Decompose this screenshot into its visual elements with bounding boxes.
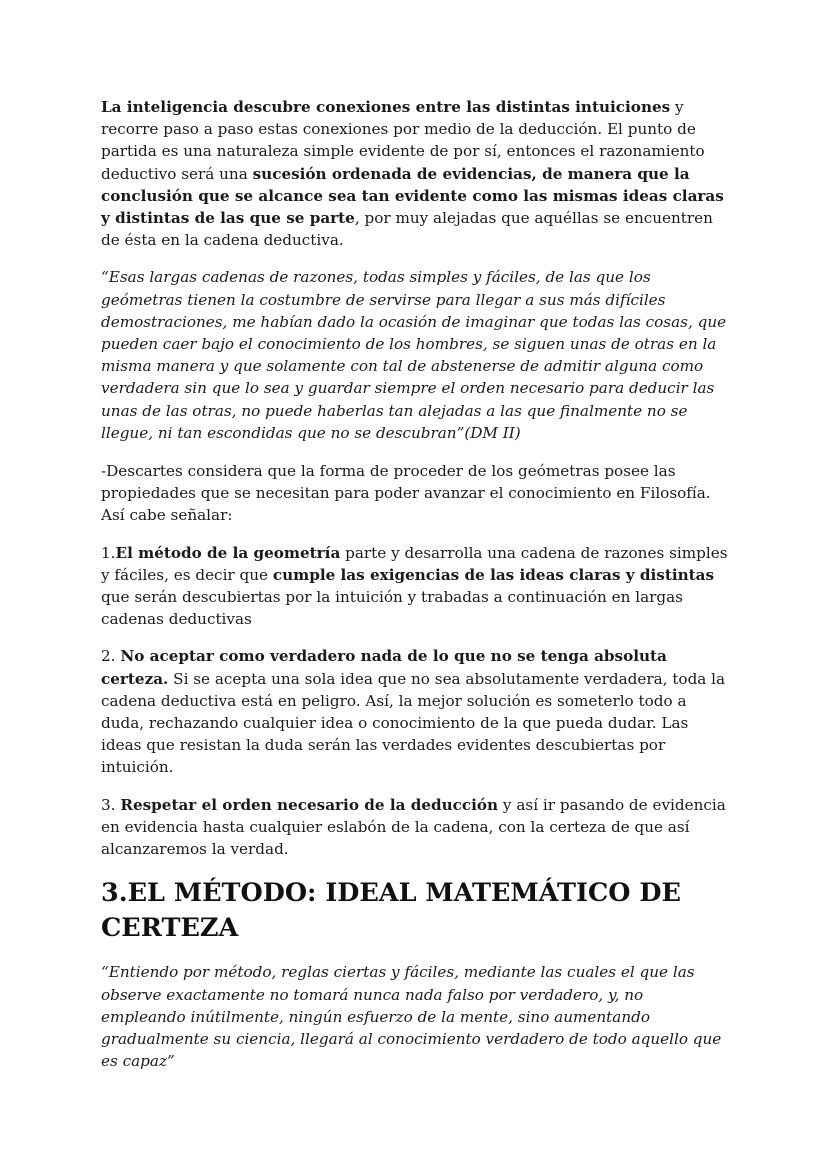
text-run: Si se acepta una sola idea que no sea absolutamente verdadera, toda la cadena deductiva está en peligro. Así, la mejor solución es someterlo todo a duda, rechazando cualquier idea o conocimiento de la que pueda dudar. Las ideas que resistan la duda serán las verdades evidentes descubiertas por intuición. <box>101 669 726 777</box>
document-page <box>101 96 731 1088</box>
bold-phrase: Respetar el orden necesario de la deducción <box>120 795 499 814</box>
item-number: 1. <box>101 543 116 562</box>
list-item-3 <box>101 794 731 861</box>
paragraph-intelligence <box>101 96 731 251</box>
bold-phrase: No aceptar como verdadero nada de lo que no se tenga absoluta certeza. <box>101 647 667 688</box>
bold-phrase: cumple las exigencias de las ideas claras y distintas <box>272 565 715 584</box>
text-run: y así ir pasando de evidencia en evidencia hasta cualquier eslabón de la cadena, con la certeza de que así alcanzaremos la verdad. <box>101 795 726 859</box>
text-run: , por muy alejadas que aquéllas se encuentren de ésta en la cadena deductiva. <box>101 209 713 250</box>
paragraph-descartes: -Descartes considera que la forma de proceder de los geómetras posee las propiedades que se necesitan para poder avanzar el conocimiento en Filosofía. Así cabe señalar: <box>101 462 711 525</box>
quote-method: “Entiendo por método, reglas ciertas y fáciles, mediante las cuales el que las observe exactamente no tomará nunca nada falso por verdadero, y, no empleando inútilmente, ningún esfuerzo de la mente, sino aumentando gradualmente su ciencia, llegará al conocimiento verdadero de todo aquello que es capaz” <box>101 963 722 1071</box>
section-heading: 3.EL MÉTODO: IDEAL MATEMÁTICO DE CERTEZA <box>101 878 681 943</box>
list-item-2 <box>101 645 731 778</box>
text-run: y recorre paso a paso estas conexiones por medio de la deducción. El punto de partida es una naturaleza simple evidente de por sí, entonces el razonamiento deductivo será una <box>101 98 705 183</box>
text-run: que serán descubiertas por la intuición y trabadas a continuación en largas cadenas deductivas <box>101 588 683 629</box>
bold-phrase: La inteligencia descubre conexiones entre las distintas intuiciones <box>101 98 671 116</box>
item-number: 2. <box>101 647 121 666</box>
item-number: 3. <box>101 795 121 814</box>
list-item-1 <box>101 542 731 631</box>
quote-geometers: “Esas largas cadenas de razones, todas simples y fáciles, de las que los geómetras tienen la costumbre de servirse para llegar a sus más difíciles demostraciones, me habían dado la ocasión de imaginar que todas las cosas, que pueden caer bajo el conocimiento de los hombres, se siguen unas de otras en la misma manera y que solamente con tal de abstenerse de admitir alguna como verdadera sin que lo sea y guardar siempre el orden necesario para deducir las unas de las otras, no puede haberlas tan alejadas a las que finalmente no se llegue, ni tan escondidas que no se descubran”(DM II) <box>101 268 727 442</box>
bold-phrase: sucesión ordenada de evidencias, de manera que la conclusión que se alcance sea tan evidente como las mismas ideas claras y distintas de las que se parte <box>101 164 724 228</box>
bold-phrase: El método de la geometría <box>115 543 341 562</box>
text-run: parte y desarrolla una cadena de razones simples y fáciles, es decir que <box>101 543 728 584</box>
